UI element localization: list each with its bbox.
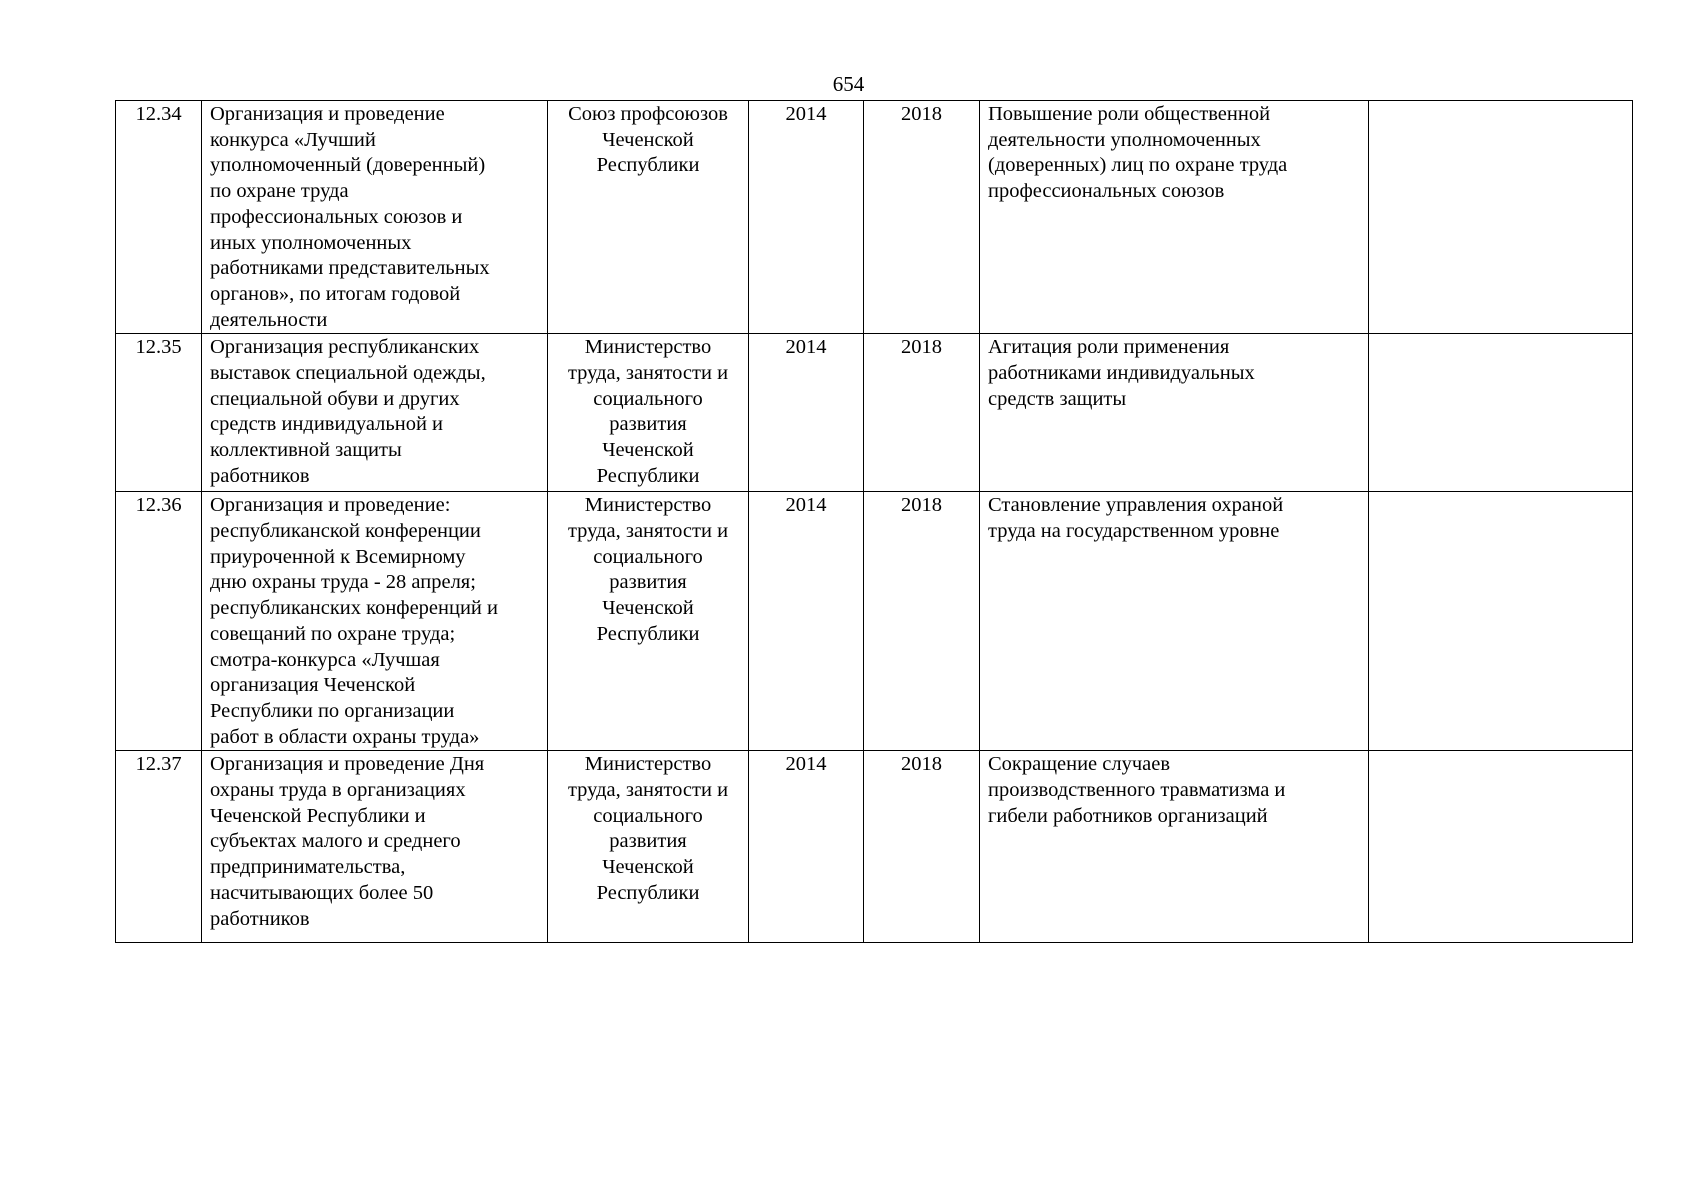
end-year-cell: 2018 (864, 101, 980, 334)
note-cell (1369, 492, 1633, 751)
executor-cell: Союз профсоюзов Чеченской Республики (548, 101, 749, 334)
table-row (116, 101, 1633, 334)
table-row (116, 751, 1633, 943)
expected-result-cell: Становление управления охраной труда на государственном уровне (980, 492, 1369, 751)
table-row (116, 492, 1633, 751)
measure-name-cell: Организация республиканских выставок специальной одежды, специальной обуви и других средств индивидуальной и коллективной защиты работников (202, 334, 548, 492)
row-number-cell: 12.36 (116, 492, 202, 751)
measures-table (115, 100, 1633, 943)
end-year-cell: 2018 (864, 751, 980, 943)
executor-cell: Министерство труда, занятости и социального развития Чеченской Республики (548, 334, 749, 492)
measure-name-cell: Организация и проведение Дня охраны труда в организациях Чеченской Республики и субъектах малого и среднего предпринимательства, насчитывающих более 50 работников (202, 751, 548, 943)
start-year-cell: 2014 (749, 492, 864, 751)
executor-cell: Министерство труда, занятости и социального развития Чеченской Республики (548, 751, 749, 943)
note-cell (1369, 751, 1633, 943)
end-year-cell: 2018 (864, 492, 980, 751)
start-year-cell: 2014 (749, 751, 864, 943)
page-number: 654 (832, 72, 865, 96)
table-row (116, 334, 1633, 492)
row-number-cell: 12.37 (116, 751, 202, 943)
note-cell (1369, 101, 1633, 334)
start-year-cell: 2014 (749, 334, 864, 492)
start-year-cell: 2014 (749, 101, 864, 334)
expected-result-cell: Агитация роли применения работниками индивидуальных средств защиты (980, 334, 1369, 492)
note-cell (1369, 334, 1633, 492)
expected-result-cell: Сокращение случаев производственного травматизма и гибели работников организаций (980, 751, 1369, 943)
measure-name-cell: Организация и проведение: республиканской конференции приуроченной к Всемирному дню охраны труда - 28 апреля; республиканских конференций и совещаний по охране труда; смотра-конкурса «Лучшая организация Чеченской Республики по организации работ в области охраны труда» (202, 492, 548, 751)
measure-name-cell: Организация и проведение конкурса «Лучший уполномоченный (доверенный) по охране труда профессиональных союзов и иных уполномоченных работниками представительных органов», по итогам годовой деятельности (202, 101, 548, 334)
row-number-cell: 12.35 (116, 334, 202, 492)
end-year-cell: 2018 (864, 334, 980, 492)
executor-cell: Министерство труда, занятости и социального развития Чеченской Республики (548, 492, 749, 751)
expected-result-cell: Повышение роли общественной деятельности уполномоченных (доверенных) лиц по охране труда профессиональных союзов (980, 101, 1369, 334)
row-number-cell: 12.34 (116, 101, 202, 334)
